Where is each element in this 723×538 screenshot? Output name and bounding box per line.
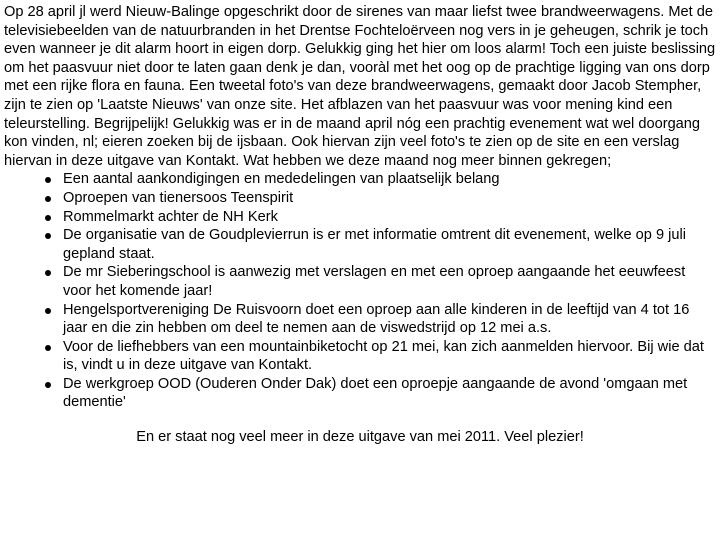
document-page (4, 3, 716, 447)
bullet-icon (45, 308, 51, 314)
bullet-icon (45, 345, 51, 351)
bullet-icon (45, 382, 51, 388)
closing-line: En er staat nog veel meer in deze uitgave van mei 2011. Veel plezier! (136, 429, 584, 446)
bullet-list (4, 170, 716, 412)
bullet-icon (45, 270, 51, 276)
list-item (4, 189, 716, 208)
list-item-text: De organisatie van de Goudplevierrun is er met informatie omtrent dit evenement, welke op 9 juli gepland staat. (63, 227, 686, 262)
list-item (4, 226, 716, 263)
list-item (4, 375, 716, 412)
list-item-text: Een aantal aankondigingen en mededelingen van plaatselijk belang (63, 171, 500, 188)
bullet-icon (45, 215, 51, 221)
list-item-text: De mr Sieberingschool is aanwezig met verslagen en met een oproep aangaande het eeuwfeest voor het komende jaar! (63, 264, 686, 299)
bullet-icon (45, 177, 51, 183)
list-item (4, 170, 716, 189)
list-item-text: Oproepen van tienersoos Teenspirit (63, 189, 294, 206)
list-item-text: Rommelmarkt achter de NH Kerk (63, 208, 278, 225)
bullet-icon (45, 196, 51, 202)
list-item-text: Voor de liefhebbers van een mountainbiketocht op 21 mei, kan zich aanmelden hiervoor. Bij wie dat is, vindt u in deze uitgave van Kontakt. (63, 338, 704, 374)
list-item (4, 263, 716, 300)
list-item-text: De werkgroep OOD (Ouderen Onder Dak) doet een oproepje aangaande de avond 'omgaan met dementie' (63, 375, 688, 411)
list-item (4, 301, 716, 338)
list-item-text: Hengelsportvereniging De Ruisvoorn doet een oproep aan alle kinderen in de leeftijd van 4 tot 16 jaar en die zin hebben om deel te nemen aan de viswedstrijd op 12 mei a.s. (63, 301, 690, 337)
intro-paragraph: Op 28 april jl werd Nieuw-Balinge opgeschrikt door de sirenes van maar liefst twee brandweerwagens. Met de televisiebeelden van de natuurbranden in het Drentse Fochteloërveen nog vers in je geheugen, schrik je toch even wanneer je dit alarm hoort in eigen dorp. Gelukkig ging het hier om loos alarm! Toch een juiste beslissing om het paasvuur niet door te laten gaan denk je dan, vooràl met het oog op de prachtige ligging van ons dorp met een rijke flora en fauna. Een tweetal foto's van deze brandweerwagens, gemaakt door Jacob Stempher, zijn te zien op 'Laatste Nieuws' van onze site. Het afblazen van het paasvuur was voor mening kind een teleurstelling. Begrijpelijk! Gelukkig was er in de maand april nóg een prachtig evenement wat wel doorgang kon vinden, nl; eieren zoeken bij de ijsbaan. Ook hiervan zijn veel foto's te zien op de site en een verslag hiervan in deze uitgave van Kontakt. Wat hebben we deze maand nog meer binnen gekregen; (4, 4, 716, 169)
list-item (4, 208, 716, 227)
list-item (4, 338, 716, 375)
bullet-icon (45, 233, 51, 239)
